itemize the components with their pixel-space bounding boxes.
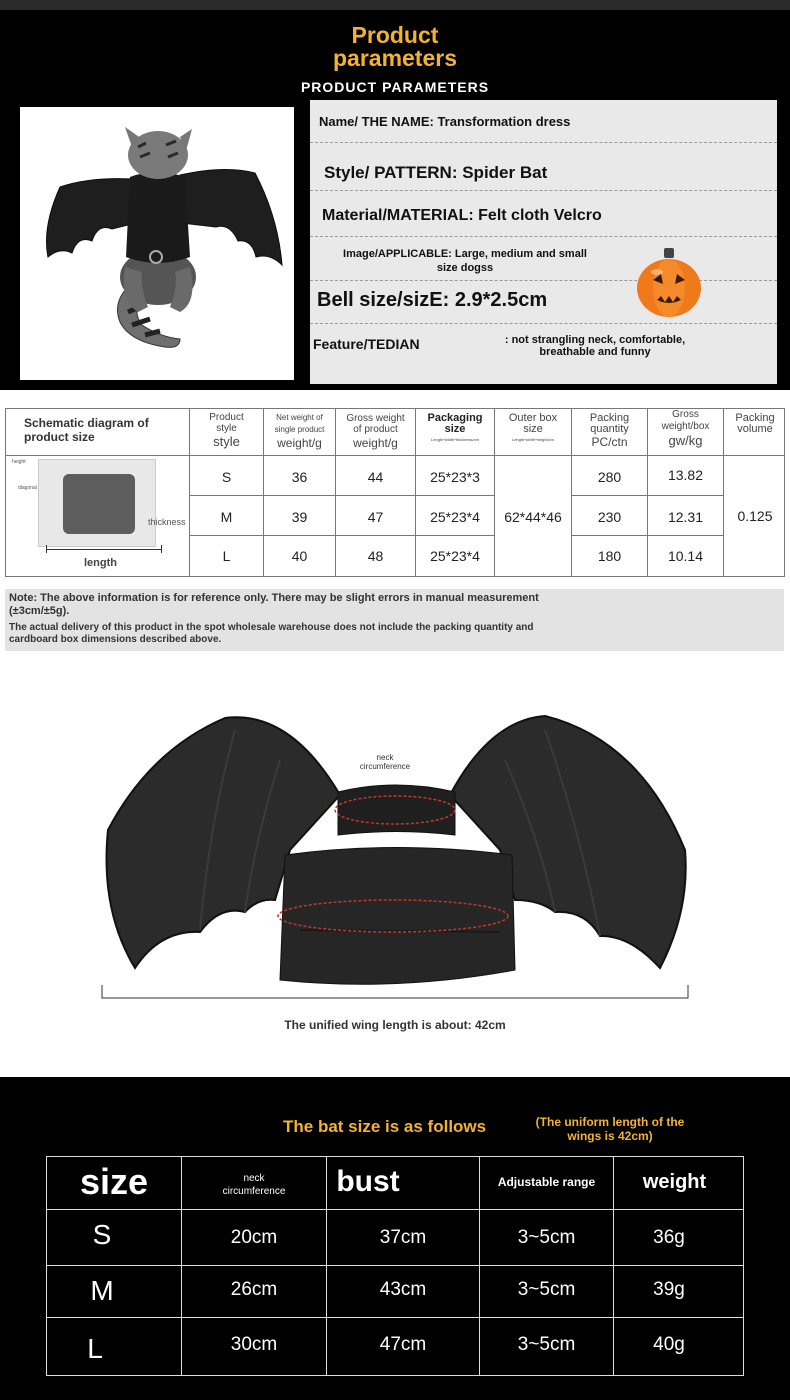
parameters-section <box>0 0 790 390</box>
product-photo <box>20 107 294 380</box>
param-applicable: Image/APPLICABLE: Large, medium and small size dogss <box>310 237 777 281</box>
title-line-2: parameters <box>332 45 458 71</box>
schematic-header: Schematic diagram of product size <box>24 416 149 444</box>
cat-bat-costume-image <box>20 107 294 380</box>
title-line-1: Product <box>351 22 439 48</box>
header-bust: bust <box>336 1165 400 1198</box>
bat-size-table: size neck circumference bust Adjustable range weight S 20cm 37cm 3~5cm 36g M 26cm 43cm 3~5cm 39g L 30cm 47cm 3~5cm 40g <box>46 1156 744 1376</box>
header-size: size <box>79 1161 149 1202</box>
param-name: Name/ THE NAME: Transformation dress <box>310 100 777 143</box>
reference-note: Note: The above information is for reference only. There may be slight errors in manual measurement (±3cm/±5g). The actual delivery of this product in the spot wholesale warehouse does not include the packing quantity and cardboard box dimensions described above. <box>5 589 784 651</box>
bat-size-note: (The uniform length of the wings is 42cm) <box>535 1115 685 1143</box>
bat-size-title: The bat size is as follows <box>283 1117 487 1136</box>
param-material: Material/MATERIAL: Felt cloth Velcro <box>310 191 777 237</box>
top-stripe <box>0 0 790 10</box>
outer-box-value: 62*44*46 <box>504 509 562 525</box>
header-style: Product style style <box>209 412 244 449</box>
pumpkin-bell-icon <box>635 248 703 320</box>
param-feature: Feature/TEDIAN : not strangling neck, comfortable, breathable and funny <box>313 334 686 358</box>
volume-value: 0.125 <box>737 508 773 524</box>
header-adjustable-range: Adjustable range <box>497 1175 596 1189</box>
param-style: Style/ PATTERN: Spider Bat <box>310 143 777 191</box>
header-net-weight: Net weight of single product weight/g <box>274 413 325 450</box>
header-outer-box: Outer box size Length*width*height/cm <box>508 412 558 442</box>
bat-size-section <box>0 1077 790 1400</box>
header-packing-volume: Packing volume <box>735 412 775 435</box>
packaging-table: Schematic diagram of product size height diagonal thickness length Product style style Net weight of single product weight/g Gross weight of product weight/g Packaging size Length*width*thickness/cm Outer box size Length*width*height/cm Packing quantity PC/ctn Gross weight/box gw/kg Packing volume S 36 44 25*23*3 280 13.82 M 39 47 25*23*4 230 12.31 L 40 48 25*23*4 180 10.14 62*44*46 0.125 <box>5 408 785 577</box>
parameters-panel <box>310 100 777 384</box>
page-title <box>0 24 790 70</box>
schematic-diagram: height diagonal thickness length <box>12 459 186 569</box>
header-weight: weight <box>642 1171 707 1193</box>
header-packing-quantity: Packing quantity PC/ctn <box>589 412 630 449</box>
page-subtitle: PRODUCT PARAMETERS <box>300 79 490 95</box>
wing-length-caption: The unified wing length is about: 42cm <box>284 1018 506 1032</box>
header-gross-weight: Gross weight of product weight/g <box>346 413 405 450</box>
neck-circumference-label: neck circumference <box>359 753 411 771</box>
header-packaging-size: Packaging size Length*width*thickness/cm <box>427 412 483 442</box>
header-neck: neck circumference <box>222 1173 286 1197</box>
param-bell: Bell size/sizE: 2.9*2.5cm <box>310 281 777 324</box>
package-image <box>38 459 156 547</box>
bat-wing-costume-image <box>0 700 790 1010</box>
header-gross-box: Gross weight/box gw/kg <box>661 409 710 448</box>
